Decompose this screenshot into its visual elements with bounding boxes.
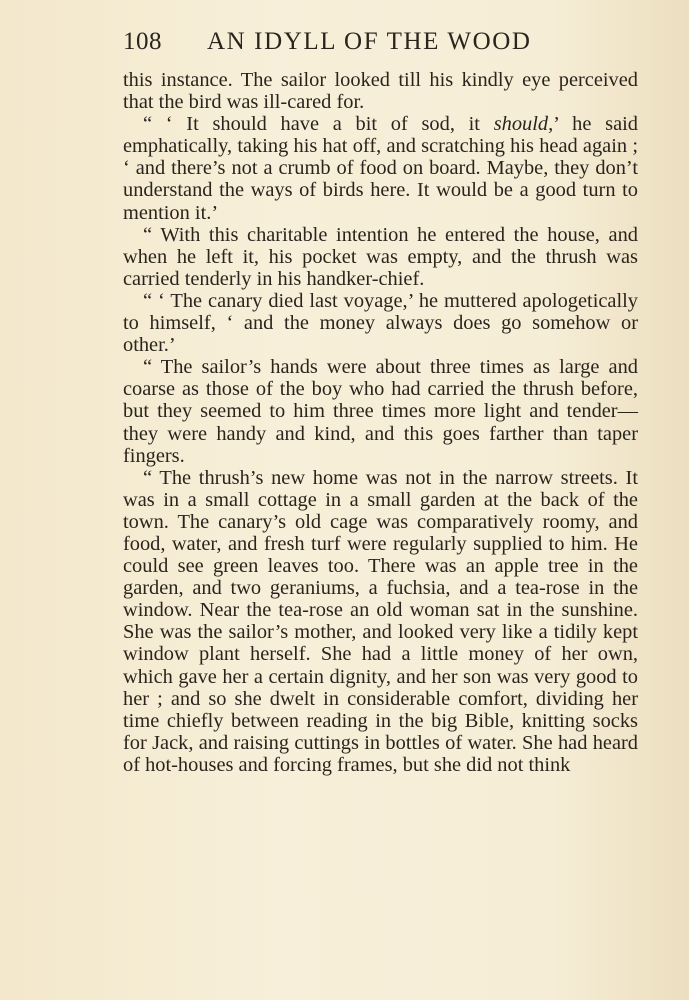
paragraph-2 (123, 113, 638, 223)
page-number: 108 (123, 28, 162, 55)
paragraph-3: “ With this charitable intention he entered the house, and when he left it, his pocket was empty, and the thrush was carried tenderly in his handker-chief. (123, 223, 638, 290)
running-title: AN IDYLL OF THE WOOD (207, 28, 532, 55)
running-head (123, 28, 638, 62)
paragraph-2-emphasis: should, (493, 113, 554, 136)
paragraph-2-end: ’ he said emphatically, taking his hat off, and scratching his head again ; ‘ and there’s not a crumb of food on board. Maybe, they don’t understand the ways of birds here. It would be a good turn to mention it.’ (123, 113, 638, 224)
paragraph-2-start: “ ‘ It should have a bit of sod, it (143, 113, 494, 136)
paragraph-4: “ ‘ The canary died last voyage,’ he muttered apologetically to himself, ‘ and the money always does go somehow or other.’ (123, 289, 638, 357)
paragraph-5: “ The sailor’s hands were about three times as large and coarse as those of the boy who had carried the thrush before, but they seemed to him three times more light and tender—they were handy and kind, and this goes farther than taper fingers. (123, 356, 638, 467)
body-text (123, 69, 638, 776)
paragraph-6: “ The thrush’s new home was not in the narrow streets. It was in a small cottage in a small garden at the back of the town. The canary’s old cage was comparatively roomy, and food, water, and fresh turf were regularly supplied to him. He could see green leaves too. There was an apple tree in the garden, and two geraniums, a fuchsia, and a tea-rose in the window. Near the tea-rose an old woman sat in the sunshine. She was the sailor’s mother, and looked very like a tidily kept window plant herself. She had a little money of her own, which gave her a certain dignity, and her son was very good to her ; and so she dwelt in considerable comfort, dividing her time chiefly between reading in the big Bible, knitting socks for Jack, and raising cuttings in bottles of water. She had heard of hot-houses and forcing frames, but she did not think (123, 466, 638, 776)
paragraph-1: this instance. The sailor looked till his kindly eye perceived that the bird was ill-cared for. (123, 69, 638, 114)
